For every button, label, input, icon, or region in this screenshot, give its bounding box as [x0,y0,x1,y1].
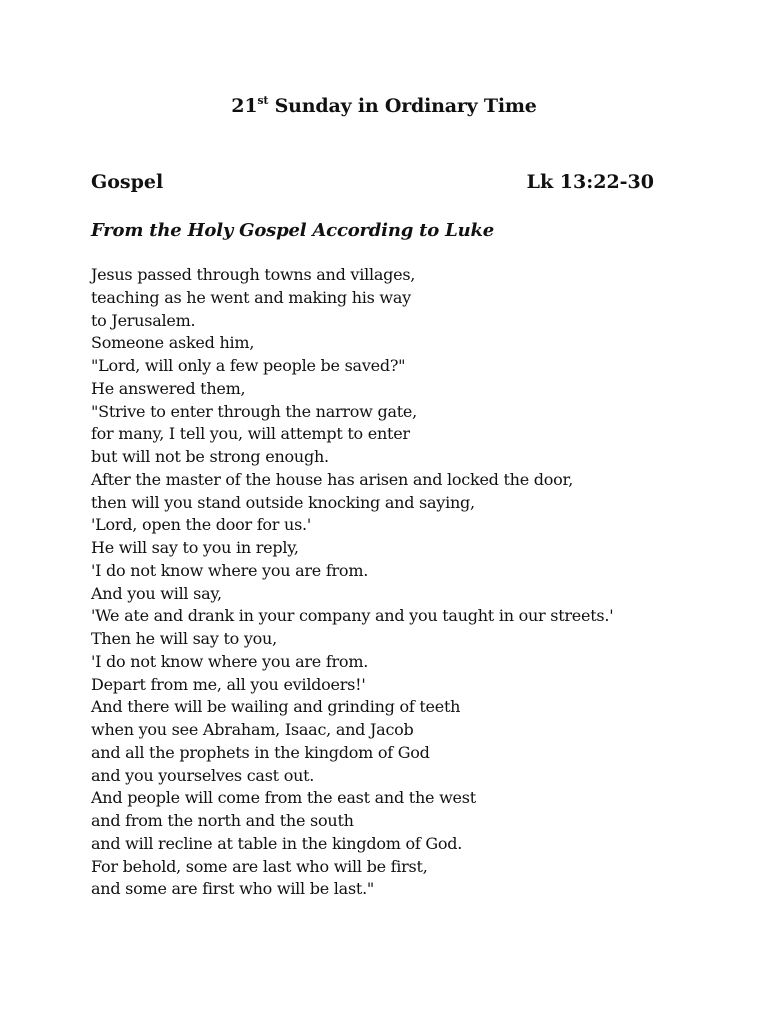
text-line: and some are first who will be last." [91,879,375,899]
text-line: For behold, some are last who will be first, [91,856,428,876]
gospel-introduction: From the Holy Gospel According to Luke [91,220,495,241]
gospel-text [91,264,711,901]
text-line: And people will come from the east and the west [91,788,476,808]
text-line: And there will be wailing and grinding of teeth [91,697,461,717]
text-line: "Strive to enter through the narrow gate, [91,401,417,421]
text-line: He answered them, [91,378,246,398]
text-line: then will you stand outside knocking and saying, [91,492,475,512]
title-rest: Sunday in Ordinary Time [268,95,537,117]
text-line: 'I do not know where you are from. [91,651,369,671]
reading-heading [91,168,654,196]
text-line: Then he will say to you, [91,629,277,648]
text-line: And you will say, [91,583,222,603]
text-line: and you yourselves cast out. [91,765,315,785]
text-line: to Jerusalem. [91,310,196,330]
text-line: and will recline at table in the kingdom of God. [91,833,463,853]
text-line: and all the prophets in the kingdom of God [91,742,430,762]
text-line: He will say to you in reply, [91,538,299,557]
text-line: 'We ate and drank in your company and you taught in our streets.' [91,606,614,626]
text-line: 'Lord, open the door for us.' [91,515,312,535]
text-line: "Lord, will only a few people be saved?" [91,356,406,375]
text-line: Jesus passed through towns and villages, [91,265,416,284]
text-line: Someone asked him, [91,333,255,353]
title-ordinal-suffix: st [257,94,269,107]
text-line: and from the north and the south [91,811,354,830]
text-line: 'I do not know where you are from. [91,560,369,580]
text-line: After the master of the house has arisen and locked the door, [91,469,574,489]
text-line: Depart from me, all you evildoers!' [91,674,366,694]
reading-type-label: Gospel [91,171,164,193]
text-line: when you see Abraham, Isaac, and Jacob [91,720,414,739]
text-line: teaching as he went and making his way [91,287,411,307]
text-line: for many, I tell you, will attempt to enter [91,424,410,444]
text-line: but will not be strong enough. [91,447,329,466]
page-title [0,92,768,123]
title-number: 21 [231,95,258,117]
scripture-reference: Lk 13:22-30 [526,171,654,193]
